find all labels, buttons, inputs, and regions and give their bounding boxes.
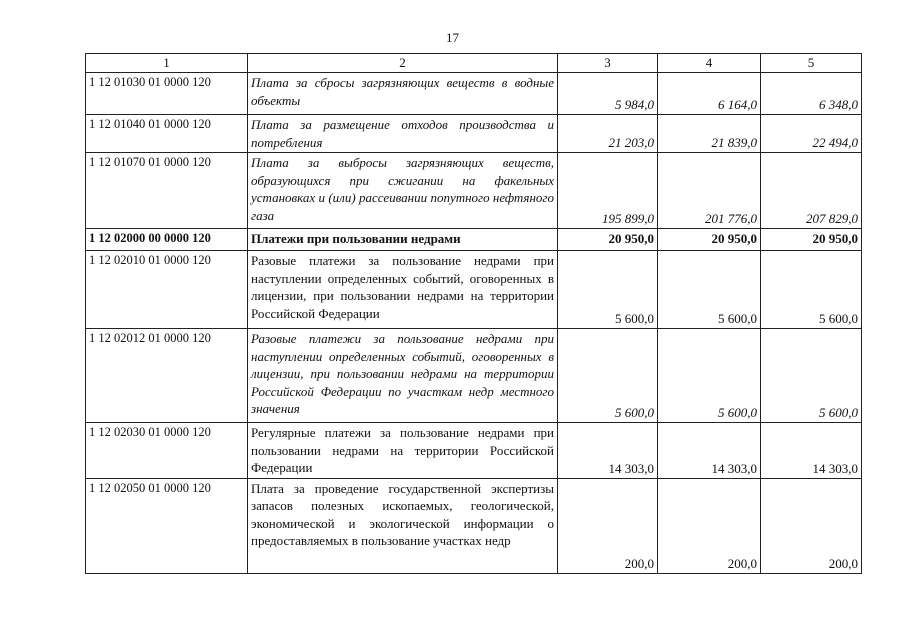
budget-code-cell: 1 12 02050 01 0000 120: [86, 478, 248, 573]
description-cell: Плата за выбросы загрязняющих веществ, образующихся при сжигании на факельных установках и (или) рассеивании попутного нефтяного газа: [248, 153, 558, 229]
budget-code-cell: 1 12 01030 01 0000 120: [86, 73, 248, 115]
value-col3-cell: 200,0: [558, 478, 658, 573]
value-col4-cell: 14 303,0: [658, 423, 761, 479]
description-cell: Платежи при пользовании недрами: [248, 229, 558, 251]
description-cell: Разовые платежи за пользование недрами при наступлении определенных событий, оговоренных в лицензии, при пользовании недрами на территории Российской Федерации: [248, 251, 558, 329]
value-col4-cell: 20 950,0: [658, 229, 761, 251]
value-col3-cell: 14 303,0: [558, 423, 658, 479]
description-cell: Плата за размещение отходов производства и потребления: [248, 115, 558, 153]
value-col5-cell: 6 348,0: [761, 73, 862, 115]
page-number: 17: [446, 30, 459, 45]
budget-table: [85, 53, 862, 574]
table-row: [86, 153, 862, 229]
table-header-row: [86, 54, 862, 73]
value-col5-cell: 14 303,0: [761, 423, 862, 479]
value-col3-cell: 21 203,0: [558, 115, 658, 153]
budget-code-cell: 1 12 02000 00 0000 120: [86, 229, 248, 251]
column-header-3: 3: [558, 54, 658, 73]
budget-code-cell: 1 12 01070 01 0000 120: [86, 153, 248, 229]
value-col3-cell: 5 600,0: [558, 329, 658, 423]
value-col3-cell: 5 984,0: [558, 73, 658, 115]
budget-code-cell: 1 12 02012 01 0000 120: [86, 329, 248, 423]
column-header-5: 5: [761, 54, 862, 73]
budget-code-cell: 1 12 02030 01 0000 120: [86, 423, 248, 479]
value-col5-cell: 207 829,0: [761, 153, 862, 229]
value-col4-cell: 6 164,0: [658, 73, 761, 115]
value-col3-cell: 195 899,0: [558, 153, 658, 229]
value-col5-cell: 5 600,0: [761, 329, 862, 423]
budget-code-cell: 1 12 02010 01 0000 120: [86, 251, 248, 329]
value-col5-cell: 22 494,0: [761, 115, 862, 153]
table-row: [86, 251, 862, 329]
value-col5-cell: 5 600,0: [761, 251, 862, 329]
description-cell: Плата за проведение государственной экспертизы запасов полезных ископаемых, геологической, экономической и экологической информации о предоставляемых в пользование участках недр: [248, 478, 558, 573]
value-col3-cell: 5 600,0: [558, 251, 658, 329]
column-header-4: 4: [658, 54, 761, 73]
value-col4-cell: 5 600,0: [658, 329, 761, 423]
value-col5-cell: 200,0: [761, 478, 862, 573]
value-col4-cell: 5 600,0: [658, 251, 761, 329]
table-row: [86, 73, 862, 115]
value-col5-cell: 20 950,0: [761, 229, 862, 251]
table-row: [86, 229, 862, 251]
table-row: [86, 329, 862, 423]
value-col4-cell: 201 776,0: [658, 153, 761, 229]
table-row: [86, 115, 862, 153]
description-cell: Регулярные платежи за пользование недрами при пользовании недрами на территории Российской Федерации: [248, 423, 558, 479]
column-header-1: 1: [86, 54, 248, 73]
column-header-2: 2: [248, 54, 558, 73]
description-cell: Разовые платежи за пользование недрами при наступлении определенных событий, оговоренных в лицензии, при пользовании недрами на территории Российской Федерации по участкам недр местного значения: [248, 329, 558, 423]
table-row: [86, 478, 862, 573]
value-col3-cell: 20 950,0: [558, 229, 658, 251]
value-col4-cell: 21 839,0: [658, 115, 761, 153]
value-col4-cell: 200,0: [658, 478, 761, 573]
description-cell: Плата за сбросы загрязняющих веществ в водные объекты: [248, 73, 558, 115]
budget-code-cell: 1 12 01040 01 0000 120: [86, 115, 248, 153]
table-row: [86, 423, 862, 479]
